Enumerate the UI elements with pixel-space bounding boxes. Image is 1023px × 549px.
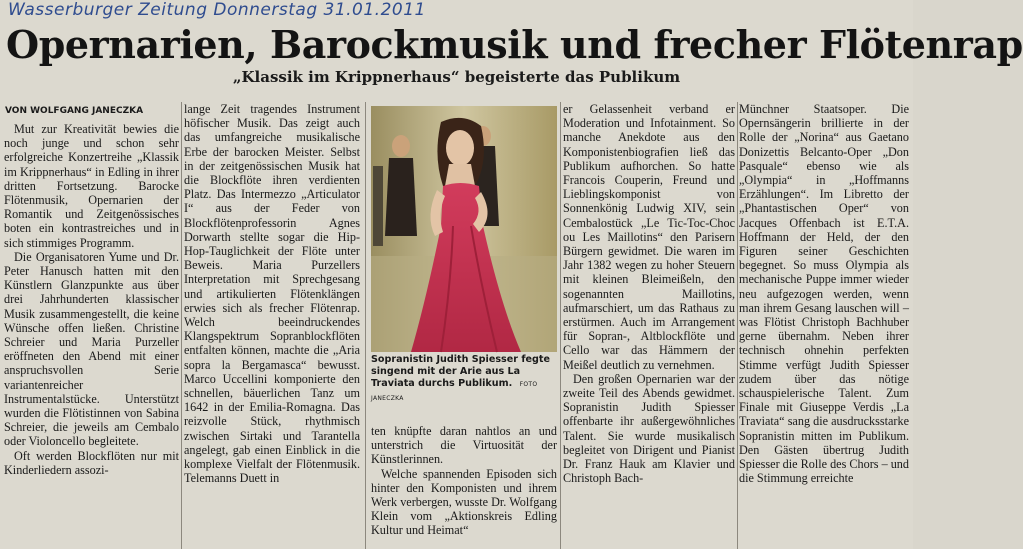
article-column-5 (739, 102, 909, 549)
photo-credit: FOTO JANECZKA (371, 381, 538, 402)
article-column-2 (184, 102, 360, 549)
photo-singer-in-red-dress (371, 106, 557, 352)
column-divider (737, 102, 738, 549)
caption-text: Sopranistin Judith Spiesser fegte singend mit der Arie aus La Traviata durchs Publikum. (371, 354, 550, 390)
paragraph: Münchner Staatsoper. Die Opernsängerin brillierte in der Rolle der „Norina“ aus Gaetano Donizettis Belcanto-Oper „Don Pasquale“ ebenso wie als „Olympia“ in „Hoffmanns Erzählungen“. Im Libretto der „Phantastischen Oper“ von Jacques Offenbach ist E.T.A. Hoffmann der Held, der den Figuren seiner Geschichten begegnet. So muss Olympia als mechanische Puppe immer wieder neu aufgezogen werden, wenn man ihrem Gesang lauschen will – was Flötist Christoph Bachhuber gerne übernahm. Neben ihrer technisch ohnehin perfekten Stimme verfügt Judith Spiesser zudem über das nötige schauspielerische Talent. Zum Finale mit Giuseppe Verdis „La Traviata“ sang die ausdrucksstarke Sopranistin mitten im Publikum. Den Gästen übertrug Judith Spiesser die Rolle des Chors – und die Stimmung erreichte (739, 102, 909, 486)
paragraph: Welche spannenden Episoden sich hinter den Komponisten und ihrem Werk verbergen, wusste Dr. Wolfgang Klein vom „Aktionskreis Edling Kultur und Heimat“ (371, 466, 557, 538)
article-column-1 (4, 122, 179, 549)
byline: VON WOLFGANG JANECZKA (5, 106, 144, 116)
photo-caption (371, 354, 557, 405)
paragraph: Oft werden Blockflöten nur mit Kinderliedern assozi- (4, 448, 179, 477)
headline: Opernarien, Barockmusik und frecher Flötenrap (6, 22, 1023, 67)
article-column-3 (371, 424, 557, 549)
paragraph: er Gelassenheit verband er Moderation und Infotainment. So manche Anekdote aus den Komponistenbiografien ließ das Publikum aufhorchen. So hatte Francois Couperin, Freund und Lieblingskomponist von Sonnenkönig Ludwig XIV, sein Cembalostück „Le Tic-Toc-Choc ou Les Maillotins“ den Parisern Bürgern gewidmet. Die waren im Jahr 1382 wegen zu hoher Steuern mit kleinen Bleimeißeln, den sogenannten Maillotins, aufmarschiert, um das Rathaus zu erstürmen. Auch im Arrangement für Sopran-, Altblockflöte und Cello war das Hämmern der Meißel deutlich zu vernehmen. (563, 102, 735, 372)
concert-photo (371, 106, 557, 352)
paragraph: lange Zeit tragendes Instrument höfischer Musik. Das zeigt auch das umfangreiche musikalische Erbe der barocken Meister. Selbst in der zeitgenössischen Musik hat die Blockflöte ihren verdienten Platz. Das Intermezzo „Articulator I“ aus der Feder von Blockflötenprofessorin Agnes Dorwarth stellte sogar die Hip-Hop-Tauglichkeit der Flöte unter Beweis. Maria Purzellers Interpretation mit Sprechgesang und artikulierten Flötenklängen erwies sich als frecher Flötenrap. Welch beeindruckendes Klangspektrum Sopranblockflöten entfalten können, machte die „Aria sopra la Bergamasca“ bewusst. Marco Uccellini komponierte den schnellen, bäuerlichen Tanz um 1642 in der Emilia-Romagna. Das reizvolle Stück, rhythmisch zwischen Sirtaki und Tarantella angelegt, gab einen Einblick in die komplexe Vielfalt der Flötenmusik. Telemanns Duett in (184, 102, 360, 486)
paragraph: Mut zur Kreativität bewies die noch junge und schon sehr erfolgreiche Konzertreihe „Klassik im Krippnerhaus“ in Edling in ihrer dritten Fortsetzung. Barocke Flötenmusik, Opernarien der Romantik und Zeitgenössisches boten ein kontrastreiches und in sich stimmiges Programm. (4, 122, 179, 250)
column-divider (560, 102, 561, 549)
paragraph: Die Organisatoren Yume und Dr. Peter Hanusch hatten mit den Künstlern Glanzpunkte aus über drei Jahrhunderten klassischer Musik zusammengestellt, die keine Wünsche offen ließen. Christine Schreier und Maria Purzeller eröffneten den Abend mit einer anspruchsvollen Serie variantenreicher Instrumentalstücke. Unterstützt wurden die Flötistinnen von Sabina Schreier, die jeweils am Cembalo oder Violoncello begleitete. (4, 249, 179, 449)
article-column-4 (563, 102, 735, 549)
column-divider (365, 102, 366, 549)
handwritten-note: Wasserburger Zeitung Donnerstag 31.01.2011 (8, 0, 426, 20)
paragraph: Den großen Opernarien war der zweite Teil des Abends gewidmet. Sopranistin Judith Spiesser offenbarte ihr außergewöhnliches Talent. Sie wurde musikalisch begleitet von Dirigent und Pianist Dr. Franz Hauk am Klavier und Christoph Bach- (563, 371, 735, 486)
paragraph: ten knüpfte daran nahtlos an und unterstrich die Virtuosität der Künstlerinnen. (371, 424, 557, 467)
column-divider (181, 102, 182, 549)
subheadline: „Klassik im Krippnerhaus“ begeisterte das Publikum (232, 68, 681, 86)
